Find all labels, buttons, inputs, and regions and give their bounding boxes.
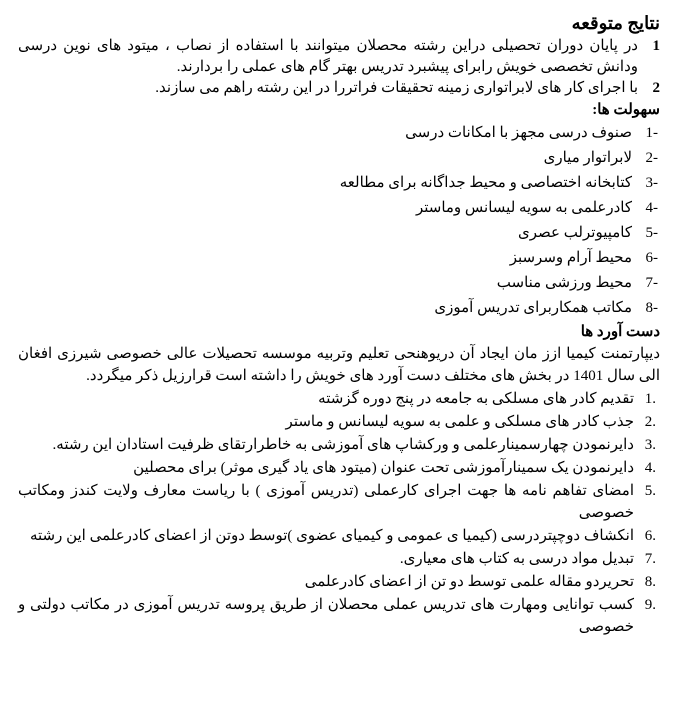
list-item — [18, 296, 660, 321]
list-item — [18, 246, 660, 271]
list-item — [18, 78, 660, 99]
facilities-heading: سهولت ها: — [592, 102, 660, 118]
item-number: -5 — [645, 225, 658, 241]
list-item — [18, 571, 660, 593]
list-item — [18, 196, 660, 221]
item-text: کادرعلمی به سویه لیسانس وماستر — [415, 200, 632, 216]
item-number: -7 — [645, 275, 658, 291]
list-item — [18, 221, 660, 246]
item-text: دایرنمودن چهارسمینارعلمی و ورکشاپ های آموزشی به خاطرارتقای ظرفیت استادان این رشته. — [52, 437, 634, 453]
item-text: کسب توانایی ومهارت های تدریس عملی محصلان از طریق پروسه تدریس آموزی در مکاتب دولتی و خصوصی — [18, 597, 634, 635]
achievements-intro: دیپارتمنت کیمیا ازز مان ایجاد آن دریوهنحی تعلیم وتربیه موسسه تحصیلات عالی خصوصی شیرزی افغان الی سال 1401 در بخش های مختلف دست آورد های خویش را داشته است قرارزیل ذکر میگردد. — [18, 346, 660, 384]
item-text: تبدیل مواد درسی به کتاب های معیاری. — [399, 551, 634, 567]
item-number: .7 — [644, 551, 656, 567]
item-text: تقدیم کادر های مسلکی به جامعه در پنج دوره گزشته — [318, 391, 634, 407]
item-text: در پایان دوران تحصیلی دراین رشته محصلان میتوانند با استفاده از نصاب ، میتود های نوین درسی ودانش تخصصی خویش رابرای پیشبرد تدریس بهتر گام های عملی را بردارند. — [18, 38, 638, 75]
item-text: محیط ورزشی مناسب — [496, 275, 632, 291]
item-number: .3 — [644, 437, 656, 453]
item-number: 2 — [652, 80, 660, 96]
facilities-list — [18, 121, 660, 321]
list-item — [18, 457, 660, 479]
item-number: -6 — [645, 250, 658, 266]
item-text: جذب کادر های مسلکی و علمی به سویه لیسانس و ماستر — [285, 414, 634, 430]
item-number: .5 — [644, 483, 656, 499]
item-number: -8 — [645, 300, 658, 316]
results-heading: نتایج متوقعه — [571, 13, 660, 33]
item-text: کامپیوترلب عصری — [517, 225, 632, 241]
item-number: -3 — [645, 175, 658, 191]
item-text: کتابخانه اختصاصی و محیط جداگانه برای مطالعه — [339, 175, 632, 191]
list-item — [18, 388, 660, 410]
list-item — [18, 36, 660, 78]
item-text: لابراتوار میاری — [543, 150, 632, 166]
item-text: امضای تفاهم نامه ها جهت اجرای کارعملی (تدریس آموزی ) با ریاست معارف ولایت کندز ومکاتب خصوصی — [18, 483, 634, 521]
item-text: با اجرای کار های لابراتواری زمینه تحقیقات فراتررا در این رشته راهم می سازند. — [155, 80, 638, 96]
item-number: 1 — [652, 38, 660, 54]
item-number: .8 — [644, 574, 656, 590]
list-item — [18, 411, 660, 433]
list-item — [18, 171, 660, 196]
item-text: محیط آرام وسرسبز — [509, 250, 632, 266]
results-list — [18, 36, 660, 99]
achievements-heading: دست آورد ها — [580, 324, 660, 340]
list-item — [18, 146, 660, 171]
list-item — [18, 271, 660, 296]
item-number: -4 — [645, 200, 658, 216]
item-text: مکاتب همکاربرای تدریس آموزی — [434, 300, 632, 316]
list-item — [18, 434, 660, 456]
item-text: دایرنمودن یک سمینارآموزشی تحت عنوان (میتود های یاد گیری موثر) برای محصلین — [133, 460, 634, 476]
item-number: .2 — [644, 414, 656, 430]
item-number: -2 — [645, 150, 658, 166]
item-number: .1 — [644, 391, 656, 407]
item-number: .4 — [644, 460, 656, 476]
list-item — [18, 594, 660, 638]
list-item — [18, 480, 660, 524]
item-number: .9 — [644, 597, 656, 613]
list-item — [18, 548, 660, 570]
list-item — [18, 121, 660, 146]
item-text: انکشاف دوچپتردرسی (کیمیا ی عمومی و کیمیای عضوی )توسط دوتن از اعضای کادرعلمی این رشته — [29, 528, 634, 544]
achievements-list — [18, 388, 660, 638]
item-number: -1 — [645, 125, 658, 141]
item-text: تحریردو مقاله علمی توسط دو تن از اعضای کادرعلمی — [304, 574, 634, 590]
list-item — [18, 525, 660, 547]
item-text: صنوف درسی مجهز با امکانات درسی — [405, 125, 632, 141]
item-number: .6 — [644, 528, 656, 544]
